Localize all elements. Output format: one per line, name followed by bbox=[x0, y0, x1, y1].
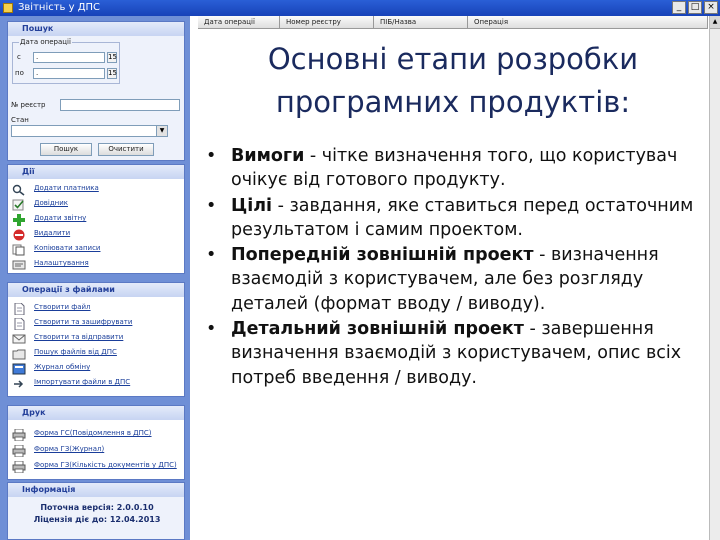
bullet-text: - завдання, яке ставиться перед остаточним результатом і самим проектом. bbox=[231, 195, 694, 240]
search-button[interactable]: Пошук bbox=[40, 143, 92, 156]
date-to-label: по bbox=[15, 69, 24, 77]
calendar-icon[interactable]: 15 bbox=[108, 69, 117, 77]
print-form-notice[interactable] bbox=[12, 428, 182, 442]
info-panel bbox=[7, 482, 185, 540]
print-panel-header[interactable]: Друк bbox=[8, 406, 184, 420]
slide-title bbox=[198, 38, 708, 124]
calendar-icon[interactable]: 15 bbox=[108, 53, 117, 61]
bullet-term: Цілі bbox=[231, 195, 273, 216]
action-delete[interactable] bbox=[12, 228, 182, 242]
action-label: Копіювати записи bbox=[34, 244, 101, 252]
print-form-count[interactable] bbox=[12, 460, 182, 474]
bullet-term: Вимоги bbox=[231, 146, 305, 166]
chevron-down-icon[interactable]: ▼ bbox=[156, 126, 167, 136]
bullet-symbol: • bbox=[206, 195, 217, 216]
date-group bbox=[12, 38, 120, 84]
slide-title-line: Основні етапи розробки bbox=[267, 42, 639, 76]
printer-icon bbox=[12, 429, 26, 441]
status-select[interactable] bbox=[11, 125, 168, 137]
printer-icon bbox=[12, 461, 26, 473]
search-panel bbox=[7, 21, 185, 161]
window-title: Звітність у ДПС bbox=[18, 2, 101, 13]
print-form-journal[interactable] bbox=[12, 444, 182, 458]
print-label: Форма ГЗ(Кількість документів у ДПС) bbox=[34, 461, 177, 469]
bullet-symbol: • bbox=[206, 146, 217, 166]
file-import[interactable] bbox=[12, 377, 182, 391]
print-panel bbox=[7, 405, 185, 480]
file-journal[interactable] bbox=[12, 362, 182, 376]
action-add-payer[interactable] bbox=[12, 183, 182, 197]
action-label: Довідник bbox=[34, 199, 69, 207]
column-header[interactable]: ПІБ/Назва bbox=[374, 16, 468, 29]
bullet-item bbox=[206, 317, 706, 390]
action-directory[interactable] bbox=[12, 198, 182, 212]
action-label: Додати звітну bbox=[34, 214, 87, 222]
window-controls bbox=[672, 1, 718, 14]
close-icon[interactable]: × bbox=[704, 1, 718, 14]
import-icon bbox=[12, 378, 26, 390]
action-label: Додати платника bbox=[34, 184, 99, 192]
folder-icon bbox=[12, 348, 26, 360]
file-search-dps[interactable] bbox=[12, 347, 182, 361]
action-label: Налаштування bbox=[34, 259, 89, 267]
file-operations-header[interactable]: Операції з файлами bbox=[8, 283, 184, 297]
file-create[interactable] bbox=[12, 302, 182, 316]
bullet-term: Попередній зовнішній проект bbox=[231, 245, 534, 266]
document-icon bbox=[12, 318, 26, 330]
action-settings[interactable] bbox=[12, 258, 182, 272]
journal-icon bbox=[12, 363, 26, 375]
maximize-icon[interactable]: □ bbox=[688, 1, 702, 14]
file-action-label: Імпортувати файли в ДПС bbox=[34, 378, 131, 386]
search-icon bbox=[12, 184, 26, 196]
action-add-report[interactable] bbox=[12, 213, 182, 227]
print-label: Форма ГС(Повідомлення в ДПС) bbox=[34, 429, 152, 437]
bullet-text: - чітке визначення того, що користувач очікує від готового продукту. bbox=[231, 146, 678, 191]
file-action-label: Створити та відправити bbox=[34, 333, 124, 341]
printer-icon bbox=[12, 445, 26, 457]
copy-icon bbox=[12, 244, 26, 256]
actions-panel-header[interactable]: Дії bbox=[8, 165, 184, 179]
version-text: Поточна версія: 2.0.0.10 bbox=[40, 503, 154, 512]
reg-number-label: № реєстр bbox=[11, 101, 46, 109]
date-to-input[interactable]: . bbox=[33, 68, 105, 79]
file-action-label: Створити та зашифрувати bbox=[34, 318, 133, 326]
file-create-send[interactable] bbox=[12, 332, 182, 346]
sidebar bbox=[0, 16, 190, 540]
settings-icon bbox=[12, 259, 26, 271]
license-text: Ліцензія діє до: 12.04.2013 bbox=[33, 515, 161, 524]
date-group-label: Дата операції bbox=[20, 38, 71, 46]
bullet-symbol: • bbox=[206, 245, 217, 266]
action-copy[interactable] bbox=[12, 243, 182, 257]
bullet-text: - визначення взаємодій з користувачем, але без розгляду деталей (формат вводу / виводу). bbox=[231, 245, 659, 314]
main-content bbox=[198, 16, 708, 540]
file-action-label: Створити файл bbox=[34, 303, 91, 311]
file-action-label: Пошук файлів від ДПС bbox=[34, 348, 117, 356]
file-operations-panel bbox=[7, 282, 185, 397]
minimize-icon[interactable]: _ bbox=[672, 1, 686, 14]
print-label: Форма ГЗ(Журнал) bbox=[34, 445, 105, 453]
date-from-label: с bbox=[17, 53, 21, 61]
delete-icon bbox=[12, 229, 26, 241]
checkmark-icon bbox=[12, 199, 26, 211]
bullet-symbol: • bbox=[206, 319, 217, 340]
document-icon bbox=[12, 303, 26, 315]
window-titlebar bbox=[0, 0, 720, 16]
search-panel-header[interactable]: Пошук bbox=[8, 22, 184, 36]
file-create-encrypt[interactable] bbox=[12, 317, 182, 331]
file-action-label: Журнал обміну bbox=[34, 363, 91, 371]
bullet-item bbox=[206, 194, 706, 243]
envelope-icon bbox=[12, 333, 26, 345]
status-label: Стан bbox=[11, 116, 29, 124]
column-header[interactable]: Дата операції bbox=[198, 16, 280, 29]
scroll-up-icon[interactable]: ▲ bbox=[710, 16, 720, 29]
info-panel-header[interactable]: Інформація bbox=[8, 483, 184, 497]
vertical-scrollbar[interactable] bbox=[709, 16, 720, 540]
action-label: Видалити bbox=[34, 229, 71, 237]
bullet-text: - завершення визначення взаємодій з користувачем, опис всіх потреб введення / виводу. bbox=[231, 319, 682, 388]
grid-header bbox=[198, 16, 708, 29]
clear-button[interactable]: Очистити bbox=[98, 143, 154, 156]
reg-number-input[interactable] bbox=[60, 99, 180, 111]
bullet-list bbox=[206, 144, 706, 391]
column-header[interactable]: Операція bbox=[468, 16, 708, 29]
plus-icon bbox=[12, 214, 26, 226]
bullet-item bbox=[206, 144, 706, 193]
bullet-term: Детальний зовнішній проект bbox=[231, 319, 524, 340]
date-from-input[interactable]: . bbox=[33, 52, 105, 63]
app-icon bbox=[3, 3, 13, 13]
bullet-item bbox=[206, 243, 706, 316]
column-header[interactable]: Номер реєстру bbox=[280, 16, 374, 29]
slide-title-line: програмних продуктів: bbox=[275, 85, 631, 119]
actions-panel bbox=[7, 164, 185, 274]
